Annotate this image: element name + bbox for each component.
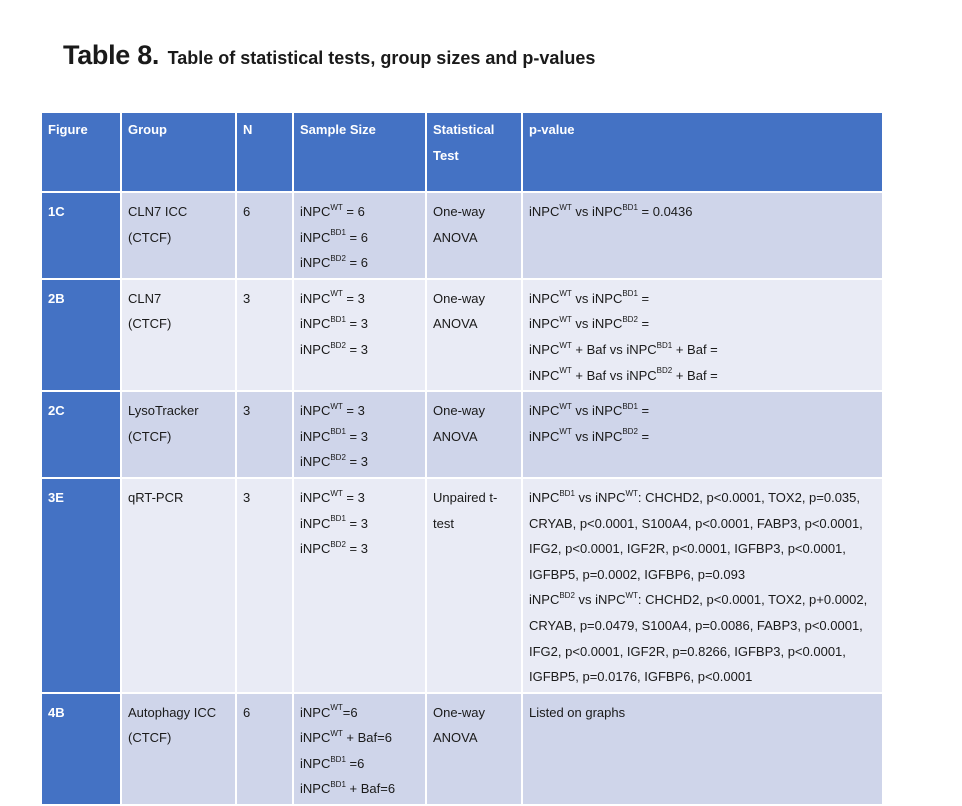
p-group-a: iNPC [529,367,560,383]
p-group-a: iNPC [529,290,560,306]
cell-n: 6 [236,192,293,279]
cell-p-value [522,192,883,279]
test-line: One-way [433,403,486,419]
p-group-a: iNPC [529,428,560,444]
p-result: + Baf = [672,367,718,383]
p-group-b-genotype: BD2 [622,315,638,325]
p-result: = [637,316,650,332]
p-result: : CHCHD2, p<0.0001, TOX2, p=0.035, [637,489,861,505]
sample-genotype: BD1 [330,514,346,524]
sample-genotype: WT [330,202,343,212]
p-group-b-genotype: WT [625,590,638,600]
p-value-line: CRYAB, p=0.0479, S100A4, p=0.0086, FABP3, p<0.0001, [529,617,863,633]
sample-base: iNPC [300,316,331,332]
p-comparison: + Baf vs iNPC [571,367,657,383]
sample-count: = 3 [345,341,368,357]
p-result: = 0.0436 [637,204,693,219]
sample-size-line [300,700,420,726]
header-statistical-test: Statistical Test [426,112,522,192]
cell-p-value [522,391,883,478]
p-group-a-genotype: WT [559,427,572,437]
table-row [41,279,883,391]
p-group-a-genotype: BD2 [559,590,575,600]
p-group-a: iNPC [529,403,560,419]
test-line: ANOVA [433,229,478,245]
header-figure: Figure [41,112,121,192]
p-comparison: + Baf vs iNPC [571,341,657,357]
p-value-line [529,398,877,424]
cell-p-value [522,279,883,391]
sample-count: = 6 [345,255,368,271]
test-line: One-way [433,290,486,306]
sample-base: iNPC [300,204,331,219]
p-group-a: iNPC [529,592,560,608]
sample-count: + Baf=6 [342,730,392,746]
p-group-a-genotype: WT [559,202,572,212]
sample-genotype: BD2 [330,253,346,263]
p-result: = [637,290,650,306]
cell-n: 3 [236,391,293,478]
table-body [41,192,883,805]
test-line: Unpaired t- [433,489,498,505]
p-value-line: IFG2, p<0.0001, IGF2R, p=0.8266, IGFBP3, p<0.0001, [529,643,846,659]
p-value-line [529,485,877,511]
sample-base: iNPC [300,781,331,797]
sample-size-line [300,199,420,225]
header-n: N [236,112,293,192]
sample-genotype: WT [330,728,343,738]
cell-p-value [522,478,883,693]
sample-count: + Baf=6 [345,781,396,797]
sample-genotype: WT [330,488,343,498]
group-line: CLN7 [128,290,162,306]
p-value-line: IFG2, p<0.0001, IGF2R, p<0.0001, IGFBP3, p<0.0001, [529,541,846,557]
sample-count: = 6 [342,204,365,219]
table-row [41,192,883,279]
cell-statistical-test [426,279,522,391]
sample-base: iNPC [300,229,331,245]
test-line: ANOVA [433,428,478,444]
sample-count: =6 [342,704,358,720]
p-value-line: IGFBP5, p=0.0176, IGFBP6, p<0.0001 [529,669,753,685]
cell-p-value [522,693,883,805]
sample-count: =6 [345,755,365,771]
p-group-a: iNPC [529,489,560,505]
p-group-a-genotype: BD1 [559,488,575,498]
p-value-line [529,311,877,337]
table-number: Table 8. [63,40,160,70]
p-group-a-genotype: WT [559,315,572,325]
header-p-value: p-value [522,112,883,192]
sample-base: iNPC [300,454,331,470]
cell-sample-size [293,391,426,478]
cell-n: 6 [236,693,293,805]
sample-size-line [300,776,420,802]
sample-base: iNPC [300,730,331,746]
cell-group [121,693,236,805]
p-group-b-genotype: BD1 [656,340,673,350]
cell-figure: 2C [41,391,121,478]
sample-size-line [300,311,420,337]
cell-group [121,478,236,693]
sample-size-line [300,398,420,424]
cell-statistical-test [426,391,522,478]
cell-figure: 4B [41,693,121,805]
test-line: test [433,515,454,531]
p-value-line [529,424,877,450]
cell-sample-size [293,478,426,693]
test-line: One-way [433,704,486,720]
sample-size-line [300,225,420,251]
cell-figure: 3E [41,478,121,693]
p-group-b-genotype: WT [625,488,638,498]
p-comparison: vs iNPC [571,290,623,306]
sample-genotype: BD2 [330,453,346,463]
header-row [41,112,883,192]
test-line: ANOVA [433,730,478,746]
cell-figure: 1C [41,192,121,279]
cell-n: 3 [236,279,293,391]
p-group-b-genotype: BD1 [622,202,638,212]
sample-genotype: BD1 [330,228,346,238]
sample-genotype: BD1 [330,780,346,790]
p-group-a-genotype: WT [559,366,572,376]
p-result: = [637,428,650,444]
group-line: (CTCF) [128,229,172,245]
group-line: qRT-PCR [128,489,184,505]
p-result: = [637,403,650,419]
sample-base: iNPC [300,341,331,357]
test-line: ANOVA [433,316,478,332]
sample-genotype: BD1 [330,427,346,437]
sample-size-line [300,725,420,751]
cell-statistical-test [426,192,522,279]
group-line: Autophagy ICC [128,704,217,720]
cell-sample-size [293,192,426,279]
p-comparison: vs iNPC [571,403,623,419]
cell-n: 3 [236,478,293,693]
table-row [41,478,883,693]
p-value-line: CRYAB, p<0.0001, S100A4, p<0.0001, FABP3, p<0.0001, [529,515,863,531]
sample-base: iNPC [300,290,331,306]
sample-genotype: WT [330,703,343,713]
sample-base: iNPC [300,755,331,771]
p-value-line [529,286,877,312]
p-group-b-genotype: BD1 [622,289,638,299]
group-line: (CTCF) [128,730,172,746]
p-result: + Baf = [672,341,718,357]
sample-count: = 6 [345,229,368,245]
sample-base: iNPC [300,515,331,531]
p-value-line [529,363,877,389]
sample-size-line [300,485,420,511]
sample-base: iNPC [300,403,331,419]
sample-size-line [300,751,420,777]
cell-group [121,192,236,279]
p-group-a-genotype: WT [559,340,572,350]
cell-group [121,391,236,478]
sample-size-line [300,250,420,276]
sample-genotype: WT [330,401,343,411]
sample-count: = 3 [345,428,368,444]
sample-count: = 3 [342,290,365,306]
table-row [41,693,883,805]
sample-base: iNPC [300,704,331,720]
sample-genotype: BD2 [330,340,346,350]
p-group-b-genotype: BD2 [622,427,638,437]
sample-genotype: BD1 [330,754,346,764]
sample-count: = 3 [345,541,368,557]
statistics-table [40,111,884,806]
p-comparison: vs iNPC [571,428,623,444]
p-group-a: iNPC [529,316,560,332]
sample-count: = 3 [345,316,368,332]
sample-size-line [300,424,420,450]
cell-statistical-test [426,693,522,805]
cell-sample-size [293,279,426,391]
p-value-line [529,337,877,363]
sample-genotype: BD1 [330,315,346,325]
cell-group [121,279,236,391]
sample-size-line [300,511,420,537]
p-comparison: vs iNPC [574,489,626,505]
sample-count: = 3 [345,454,368,470]
p-comparison: vs iNPC [571,204,623,219]
p-group-a-genotype: WT [559,401,572,411]
sample-size-line [300,286,420,312]
table-title [63,40,595,71]
sample-count: = 3 [342,489,365,505]
sample-count: = 3 [342,403,365,419]
sample-base: iNPC [300,428,331,444]
cell-sample-size [293,693,426,805]
p-value-line [529,199,877,225]
p-group-a-genotype: WT [559,289,572,299]
p-group-a: iNPC [529,341,560,357]
group-line: LysoTracker [128,403,199,419]
p-group-a: iNPC [529,204,560,219]
table-caption: Table of statistical tests, group sizes and p-values [167,48,596,68]
p-value-line [529,587,877,613]
p-group-b-genotype: BD1 [622,401,638,411]
p-value-line: Listed on graphs [529,704,626,720]
sample-base: iNPC [300,489,331,505]
header-group: Group [121,112,236,192]
sample-base: iNPC [300,541,331,557]
sample-size-line [300,337,420,363]
test-line: One-way [433,204,486,219]
p-result: : CHCHD2, p<0.0001, TOX2, p+0.0002, [637,592,868,608]
table-row [41,391,883,478]
cell-statistical-test [426,478,522,693]
sample-base: iNPC [300,255,331,271]
p-comparison: vs iNPC [574,592,626,608]
sample-genotype: BD2 [330,539,346,549]
sample-size-line [300,449,420,475]
sample-size-line [300,536,420,562]
group-line: CLN7 ICC [128,204,188,219]
group-line: (CTCF) [128,316,172,332]
header-sample-size: Sample Size [293,112,426,192]
sample-genotype: WT [330,289,343,299]
group-line: (CTCF) [128,428,172,444]
p-value-line: IGFBP5, p=0.0002, IGFBP6, p=0.093 [529,566,746,582]
cell-figure: 2B [41,279,121,391]
p-comparison: vs iNPC [571,316,623,332]
p-group-b-genotype: BD2 [656,366,673,376]
sample-count: = 3 [345,515,368,531]
